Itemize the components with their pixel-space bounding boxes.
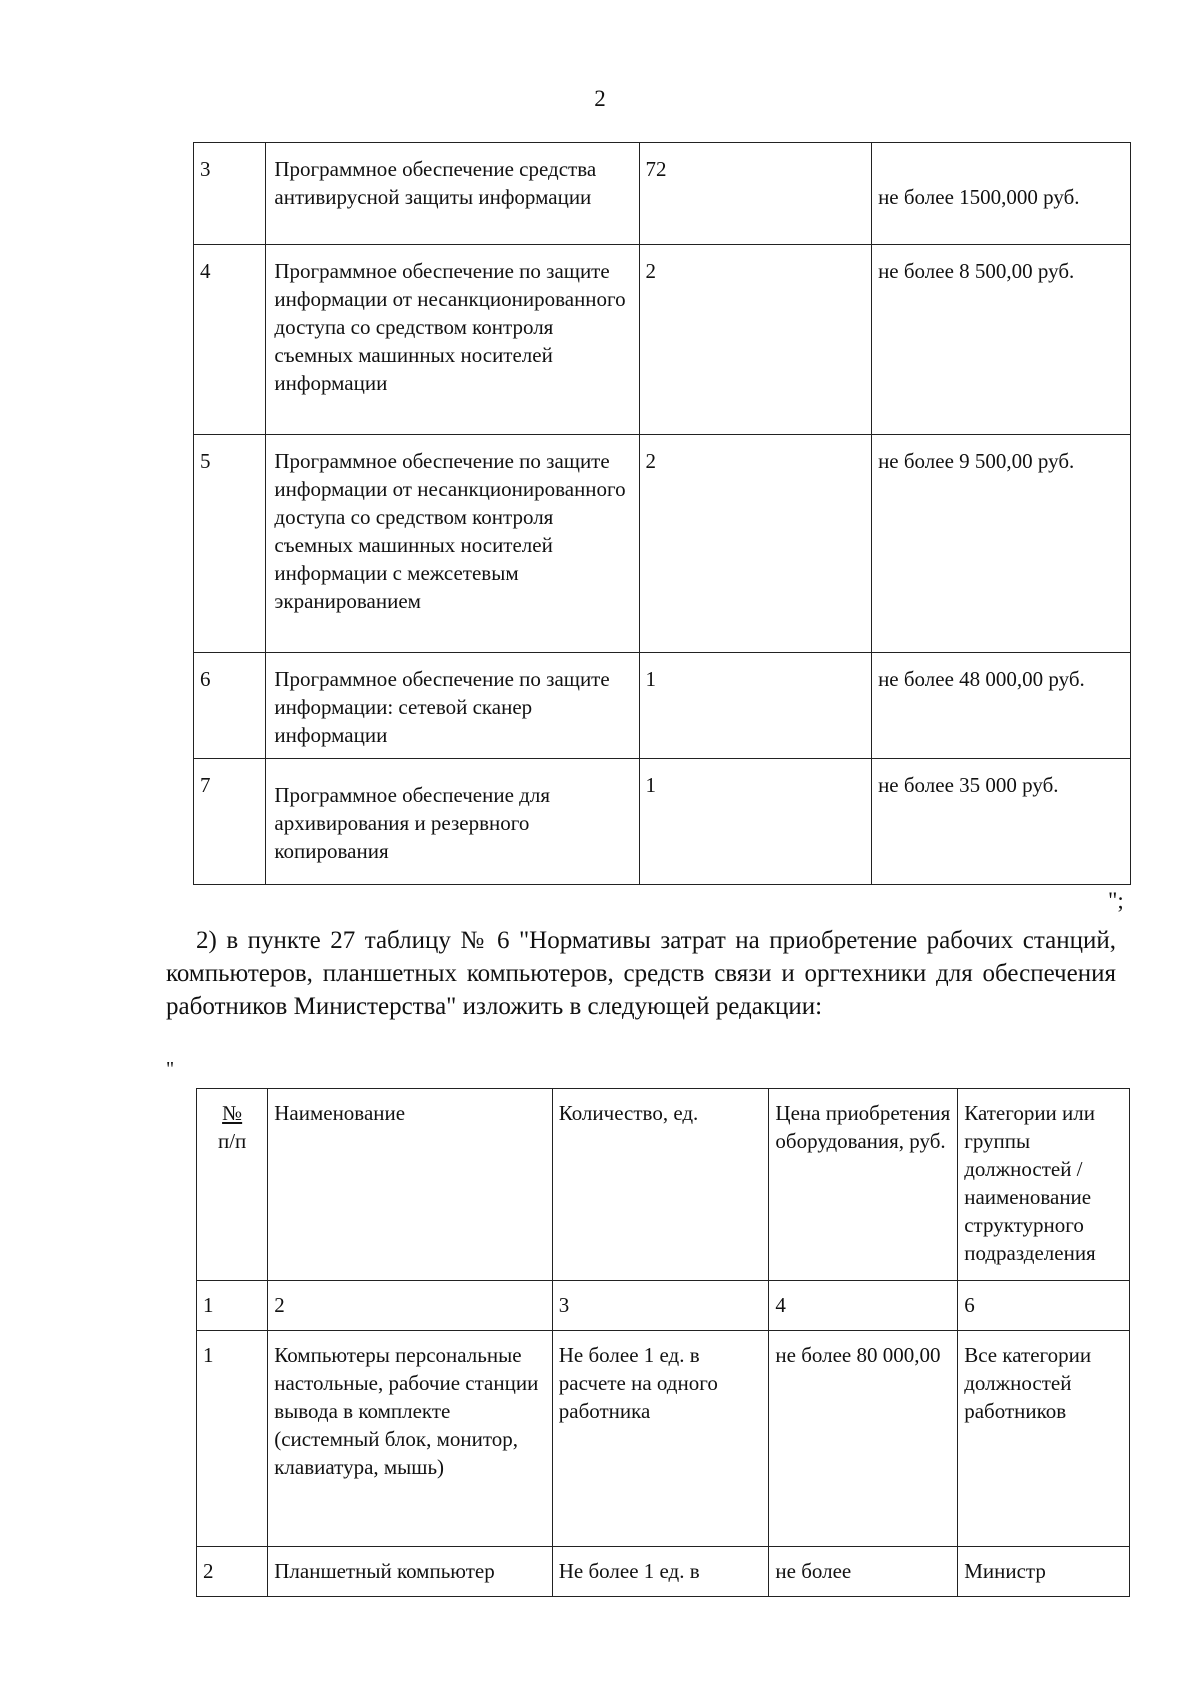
paragraph-text: 2) в пункте 27 таблицу № 6 "Нормативы затрат на приобретение рабочих станций, компьютеров, планшетных компьютеров, средств связи и оргтехники для обеспечения работников Министерства" изложить в следующей редакции: xyxy=(166,927,1116,1020)
item-category: Министр xyxy=(958,1547,1130,1597)
index-cell: 1 xyxy=(197,1281,268,1331)
table-row xyxy=(194,653,1131,759)
index-cell: 6 xyxy=(958,1281,1130,1331)
item-quantity: 72 xyxy=(639,143,872,245)
table-row xyxy=(194,245,1131,435)
row-number: 5 xyxy=(194,435,266,653)
item-price: не более 80 000,00 xyxy=(769,1331,958,1547)
header-name: Наименование xyxy=(268,1089,553,1281)
item-quantity: 2 xyxy=(639,435,872,653)
header-price: Цена приобретения оборудования, руб. xyxy=(769,1089,958,1281)
item-name: Программное обеспечение средства антивирусной защиты информации xyxy=(266,143,639,245)
index-cell: 4 xyxy=(769,1281,958,1331)
row-number: 2 xyxy=(197,1547,268,1597)
item-quantity: Не более 1 ед. в расчете на одного работника xyxy=(552,1331,769,1547)
item-name: Компьютеры персональные настольные, рабочие станции вывода в комплекте (системный блок, монитор, клавиатура, мышь) xyxy=(268,1331,553,1547)
index-cell: 3 xyxy=(552,1281,769,1331)
item-price: не более xyxy=(769,1547,958,1597)
item-name: Программное обеспечение по защите информации: сетевой сканер информации xyxy=(266,653,639,759)
workstation-costs-table xyxy=(196,1088,1130,1597)
closing-quote-mark: "; xyxy=(1108,888,1124,913)
row-number: 3 xyxy=(194,143,266,245)
index-cell: 2 xyxy=(268,1281,553,1331)
item-name: Планшетный компьютер xyxy=(268,1547,553,1597)
table-row xyxy=(197,1547,1130,1597)
row-number: 6 xyxy=(194,653,266,759)
row-number: 1 xyxy=(197,1331,268,1547)
item-quantity: Не более 1 ед. в xyxy=(552,1547,769,1597)
item-quantity: 1 xyxy=(639,653,872,759)
row-number: 4 xyxy=(194,245,266,435)
opening-quote-mark: " xyxy=(166,1058,175,1080)
amendment-paragraph xyxy=(166,924,1116,1023)
number-abbr: п/п xyxy=(217,1129,247,1153)
row-number: 7 xyxy=(194,759,266,885)
header-category: Категории или группы должностей /наименование структурного подразделения xyxy=(958,1089,1130,1281)
item-name: Программное обеспечение по защите информации от несанкционированного доступа со средством контроля съемных машинных носителей информации xyxy=(266,245,639,435)
table-row xyxy=(197,1331,1130,1547)
page-number: 2 xyxy=(594,86,606,111)
table-row xyxy=(194,143,1131,245)
item-category: Все категории должностей работников xyxy=(958,1331,1130,1547)
table-row xyxy=(194,435,1131,653)
header-quantity: Количество, ед. xyxy=(552,1089,769,1281)
item-price: не более 9 500,00 руб. xyxy=(872,435,1131,653)
header-number xyxy=(197,1089,268,1281)
index-row xyxy=(197,1281,1130,1331)
table-row xyxy=(194,759,1131,885)
item-price: не более 48 000,00 руб. xyxy=(872,653,1131,759)
number-symbol: № xyxy=(222,1101,243,1125)
item-price: не более 8 500,00 руб. xyxy=(872,245,1131,435)
item-quantity: 1 xyxy=(639,759,872,885)
item-price: не более 1500,000 руб. xyxy=(872,143,1131,245)
item-name: Программное обеспечение по защите информации от несанкционированного доступа со средством контроля съемных машинных носителей информации с межсетевым экранированием xyxy=(266,435,639,653)
software-costs-table xyxy=(193,142,1131,885)
item-quantity: 2 xyxy=(639,245,872,435)
item-price: не более 35 000 руб. xyxy=(872,759,1131,885)
item-name: Программное обеспечение для архивирования и резервного копирования xyxy=(266,759,639,885)
table-header-row xyxy=(197,1089,1130,1281)
